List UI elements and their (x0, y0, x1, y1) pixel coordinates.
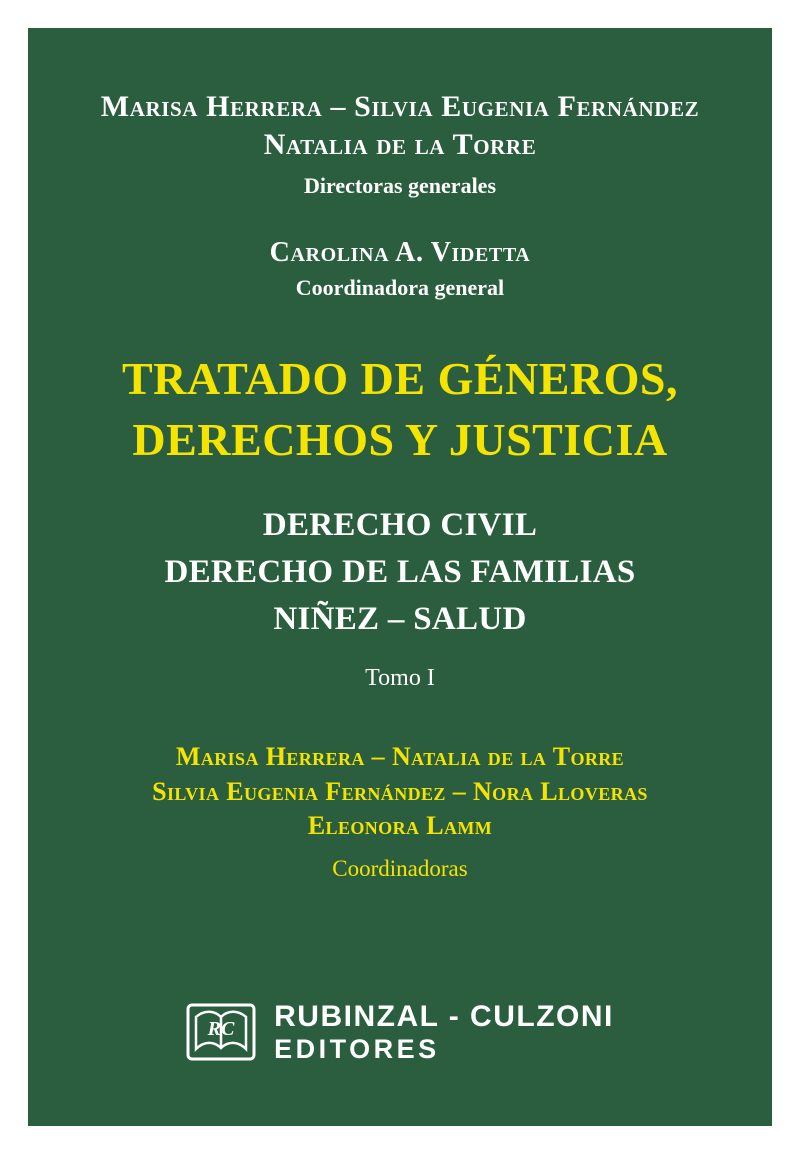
cover-panel (28, 28, 772, 1126)
publisher-name (274, 1000, 614, 1064)
coordinators-line-1: Marisa Herrera – Natalia de la Torre (175, 741, 625, 771)
publisher-name-line-1: RUBINZAL - CULZONI (274, 1000, 614, 1034)
volume-label: Tomo I (365, 664, 435, 691)
book-subtitle-line-2: DERECHO DE LAS FAMILIAS (164, 554, 636, 591)
coordinators-line-2: Silvia Eugenia Fernández – Nora Lloveras (152, 776, 648, 806)
book-title-line-1: TRATADO DE GÉNEROS, (121, 352, 679, 404)
directors-role-label: Directoras generales (303, 172, 497, 198)
book-title (28, 349, 772, 470)
book-subtitle-line-1: DERECHO CIVIL (262, 507, 538, 544)
general-coordinator-block (28, 237, 772, 301)
coordinators-block (28, 740, 772, 882)
book-title-line-2: DERECHOS Y JUSTICIA (132, 413, 668, 465)
general-coordinator-role-label: Coordinadora general (295, 274, 505, 300)
rubinzal-culzoni-book-logo-icon (186, 1001, 256, 1063)
general-coordinator-name: Carolina A. Videtta (269, 236, 531, 268)
directors-line-1: Marisa Herrera – Silvia Eugenia Fernández (100, 90, 700, 123)
book-subtitle (28, 502, 772, 643)
directors-block (28, 88, 772, 199)
coordinators-role-label: Coordinadoras (332, 856, 468, 882)
publisher-name-line-2: EDITORES (274, 1033, 440, 1064)
book-subtitle-line-3: NIÑEZ – SALUD (273, 600, 527, 637)
coordinators-line-3: Eleonora Lamm (307, 811, 493, 841)
svg-text:RC: RC (207, 1018, 235, 1041)
directors-line-2: Natalia de la Torre (263, 128, 537, 162)
publisher-block (28, 1000, 772, 1064)
